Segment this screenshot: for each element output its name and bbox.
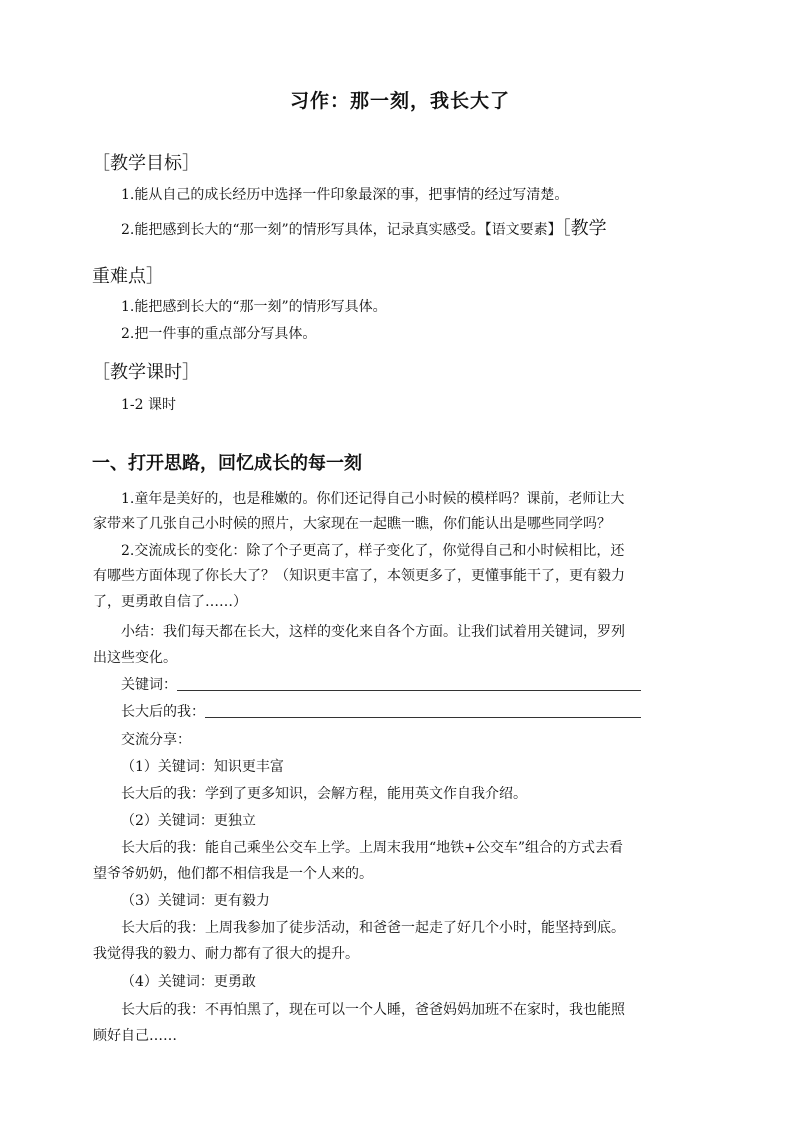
difficulties-heading-part2: 重难点］ bbox=[92, 266, 164, 287]
section1-heading: 一、打开思路，回忆成长的每一刻 bbox=[92, 453, 362, 474]
keyword-2-desc-line-2: 望爷爷奶奶，他们都不相信我是一个人来的。 bbox=[93, 866, 373, 882]
difficulty-1: 1.能把感到长大的“那一刻”的情形写具体。 bbox=[121, 299, 387, 315]
keyword-2: （2）关键词：更独立 bbox=[121, 813, 256, 829]
paragraph-2-line-1: 2.交流成长的变化：除了个子更高了，样子变化了，你觉得自己和小时候相比，还 bbox=[121, 543, 625, 559]
share-label: 交流分享： bbox=[121, 732, 191, 748]
periods-value: 1-2 课时 bbox=[121, 397, 176, 413]
difficulty-2: 2.把一件事的重点部分写具体。 bbox=[121, 326, 317, 342]
keyword-4: （4）关键词：更勇敢 bbox=[121, 974, 256, 990]
grown-blank[interactable] bbox=[205, 702, 641, 718]
summary-line-1: 小结：我们每天都在长大，这样的变化来自各个方面。让我们试着用关键词，罗列 bbox=[121, 624, 625, 640]
keyword-3-desc-line-2: 我觉得我的毅力、耐力都有了很大的提升。 bbox=[93, 946, 359, 962]
objective-2 bbox=[0, 219, 800, 240]
keyword-2-desc-line-1: 长大后的我：能自己乘坐公交车上学。上周末我用“地铁+公交车”组合的方式去看 bbox=[121, 840, 624, 856]
summary-line-2: 出这些变化。 bbox=[93, 650, 177, 666]
difficulties-heading-part1: ［教学 bbox=[561, 218, 607, 239]
paragraph-1-line-1: 1.童年是美好的，也是稚嫩的。你们还记得自己小时候的模样吗？课前，老师让大 bbox=[121, 491, 625, 507]
objectives-heading: ［教学目标］ bbox=[92, 153, 200, 174]
keyword-1-desc: 长大后的我：学到了更多知识，会解方程，能用英文作自我介绍。 bbox=[121, 786, 527, 802]
keyword-4-desc-line-2: 顾好自己…… bbox=[93, 1028, 177, 1044]
keyword-label: 关键词： bbox=[121, 677, 177, 693]
grown-label: 长大后的我： bbox=[121, 704, 205, 720]
objective-1: 1.能从自己的成长经历中选择一件印象最深的事，把事情的经过写清楚。 bbox=[121, 187, 569, 203]
objective-2-text: 2.能把感到长大的“那一刻”的情形写具体，记录真实感受。【语文要素】 bbox=[121, 222, 562, 238]
paragraph-2-line-2: 有哪些方面体现了你长大了？（知识更丰富了，本领更多了，更懂事能干了，更有毅力 bbox=[93, 568, 625, 584]
keyword-4-desc-line-1: 长大后的我：不再怕黑了，现在可以一个人睡，爸爸妈妈加班不在家时，我也能照 bbox=[121, 1002, 625, 1018]
keyword-blank[interactable] bbox=[177, 675, 641, 691]
grown-fill-row bbox=[0, 702, 800, 722]
keyword-fill-row bbox=[0, 675, 800, 695]
keyword-3-desc-line-1: 长大后的我：上周我参加了徒步活动，和爸爸一起走了好几个小时，能坚持到底。 bbox=[121, 920, 625, 936]
keyword-1: （1）关键词：知识更丰富 bbox=[121, 759, 284, 775]
paragraph-2-line-3: 了，更勇敢自信了……） bbox=[93, 594, 247, 610]
document-title: 习作：那一刻，我长大了 bbox=[289, 90, 510, 112]
periods-heading: ［教学课时］ bbox=[92, 362, 200, 383]
paragraph-1-line-2: 家带来了几张自己小时候的照片，大家现在一起瞧一瞧，你们能认出是哪些同学吗？ bbox=[93, 516, 611, 532]
keyword-3: （3）关键词：更有毅力 bbox=[121, 893, 270, 909]
